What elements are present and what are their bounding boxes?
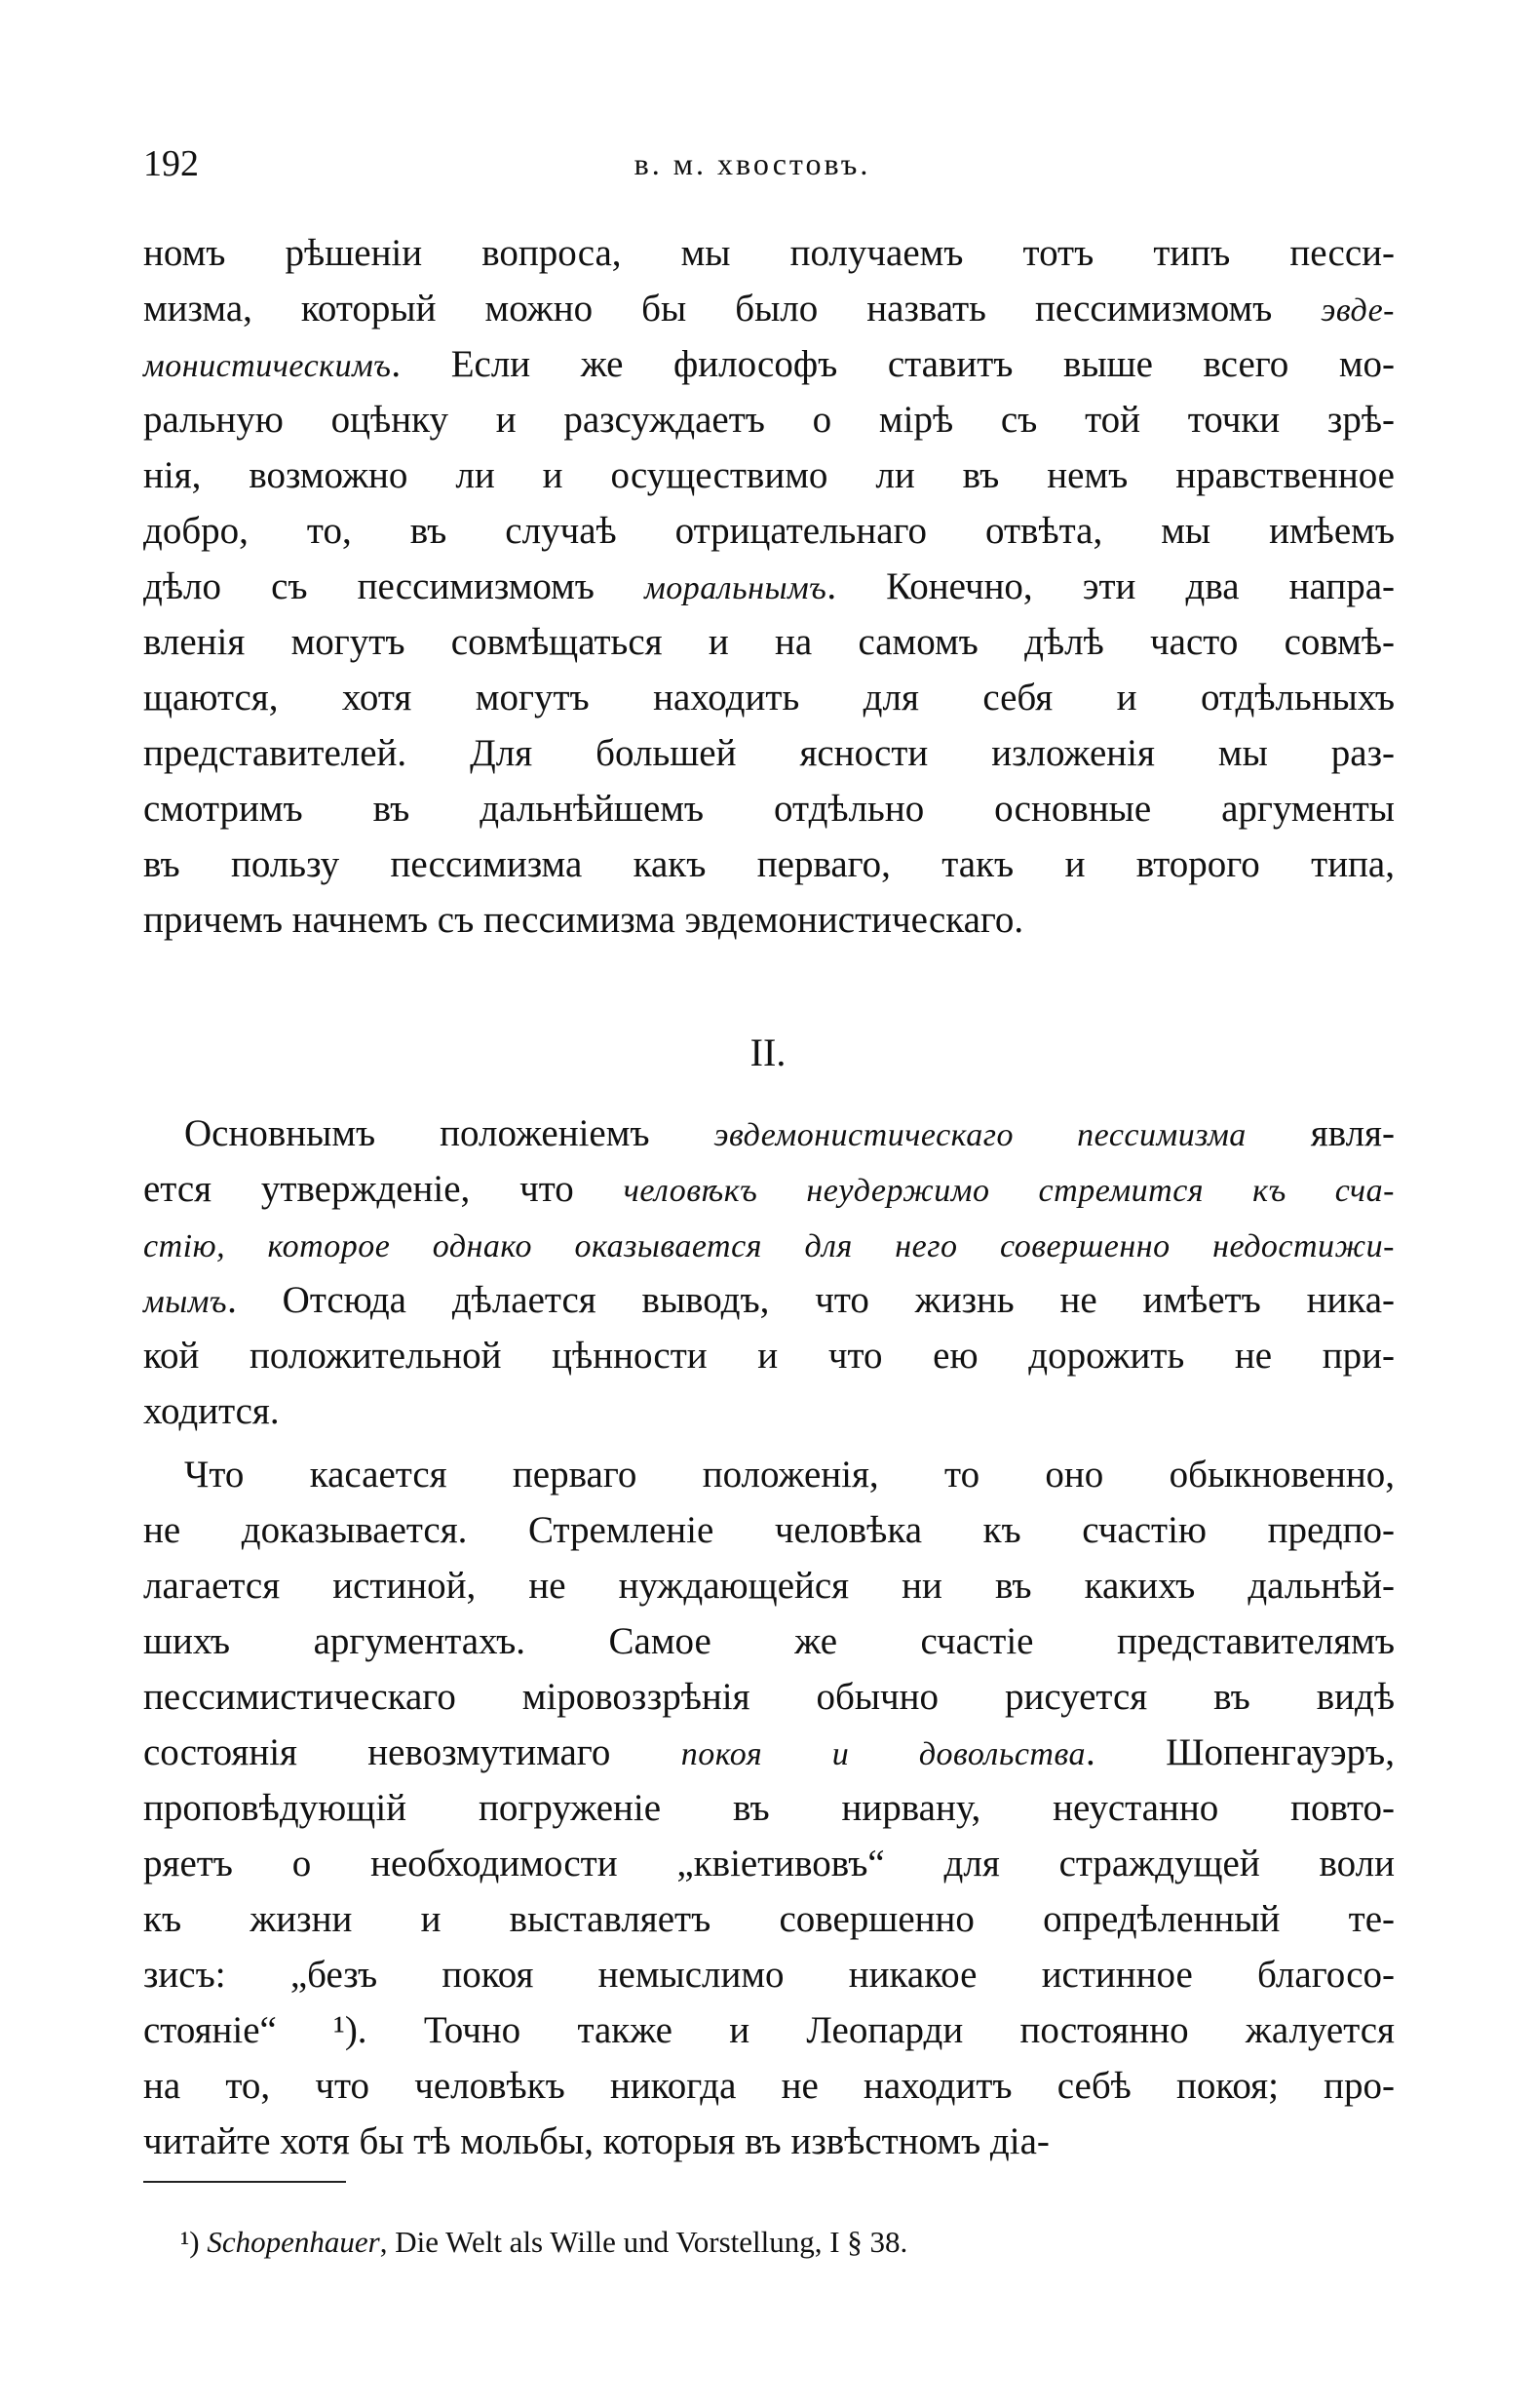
footnote-divider	[143, 2181, 346, 2183]
italic-text: эвдемонистическаго пессимизма	[713, 1117, 1247, 1153]
text-line	[143, 1217, 1395, 1272]
running-head: в. м. хвостовъ.	[634, 146, 871, 181]
footnote-text: , Die Welt als Wille und Vorstellung, I § 38.	[379, 2225, 908, 2259]
text-segment: лагается истиной, не нуждающейся ни въ какихъ дальнѣй-	[143, 1565, 1395, 1607]
text-line	[143, 614, 1395, 670]
text-line	[143, 1613, 1395, 1669]
text-line	[143, 503, 1395, 559]
text-segment: зисъ: „безъ покоя немыслимо никакое истинное благосо-	[143, 1954, 1395, 1996]
text-segment: смотримъ въ дальнѣйшемъ отдѣльно основные аргументы	[143, 788, 1395, 830]
text-segment: номъ рѣшеніи вопроса, мы получаемъ тотъ типъ песси-	[143, 232, 1395, 274]
text-line	[143, 670, 1395, 725]
text-line	[143, 1106, 1395, 1161]
text-line	[143, 2114, 1395, 2169]
text-line	[143, 1502, 1395, 1558]
text-segment: . Если же философъ ставитъ выше всего мо-	[391, 343, 1395, 385]
text-line	[143, 1725, 1395, 1780]
text-line	[143, 447, 1395, 503]
text-segment: . Шопенгауэръ,	[1086, 1731, 1395, 1773]
text-segment: ется утвержденіе, что	[143, 1168, 624, 1210]
italic-text: человѣкъ неудержимо стремится къ сча-	[623, 1173, 1395, 1209]
text-line	[143, 559, 1395, 614]
text-segment: стояніе“ ¹). Точно также и Леопарди постоянно жалуется	[143, 2009, 1395, 2051]
italic-text: мымъ	[143, 1284, 228, 1320]
text-segment: ральную оцѣнку и разсуждаетъ о мірѣ съ той точки зрѣ-	[143, 399, 1395, 441]
text-segment: пессимистическаго міровоззрѣнія обычно рисуется въ видѣ	[143, 1676, 1395, 1718]
text-segment: читайте хотя бы тѣ мольбы, которыя въ извѣстномъ діа-	[143, 2120, 1050, 2162]
text-segment: ходится.	[143, 1390, 280, 1432]
text-line	[143, 281, 1395, 336]
text-segment: причемъ начнемъ съ пессимизма эвдемонистическаго.	[143, 899, 1024, 941]
text-line	[143, 725, 1395, 781]
text-segment: нія, возможно ли и осуществимо ли въ немъ нравственное	[143, 454, 1395, 496]
paragraph	[143, 1447, 1395, 2169]
paragraph	[143, 1106, 1395, 1439]
text-segment: въ пользу пессимизма какъ перваго, такъ и второго типа,	[143, 843, 1395, 885]
text-segment: . Отсюда дѣлается выводъ, что жизнь не имѣетъ ника-	[227, 1279, 1395, 1321]
text-line	[143, 1383, 1395, 1439]
text-line	[143, 2002, 1395, 2058]
text-line	[143, 1947, 1395, 2002]
text-segment: мизма, который можно бы было назвать пессимизмомъ	[143, 288, 1322, 330]
text-segment: . Конечно, эти два напра-	[826, 565, 1396, 607]
text-line	[143, 1161, 1395, 1217]
text-line	[143, 1836, 1395, 1891]
text-line	[143, 781, 1395, 836]
italic-text: монистическимъ	[143, 348, 392, 384]
text-segment: щаются, хотя могутъ находить для себя и отдѣльныхъ	[143, 677, 1395, 719]
section-number: II.	[749, 1030, 787, 1074]
text-line	[143, 1447, 1395, 1502]
text-line	[143, 225, 1395, 281]
text-segment: представителей. Для большей ясности изложенія мы раз-	[143, 732, 1395, 774]
text-line	[143, 1669, 1395, 1725]
text-segment: Что касается перваго положенія, то оно обыкновенно,	[184, 1454, 1395, 1495]
text-line	[143, 392, 1395, 447]
page-number: 192	[143, 143, 199, 184]
italic-text: эвде-	[1321, 292, 1395, 329]
text-segment: шихъ аргументахъ. Самое же счастіе представителямъ	[143, 1620, 1395, 1662]
text-line	[143, 1891, 1395, 1947]
text-segment: Основнымъ положеніемъ	[184, 1112, 714, 1154]
text-line	[143, 836, 1395, 892]
footnote-marker: ¹)	[180, 2225, 208, 2259]
text-line	[143, 1780, 1395, 1836]
text-line	[143, 1272, 1395, 1328]
text-segment: на то, что человѣкъ никогда не находитъ себѣ покоя; про-	[143, 2065, 1395, 2107]
text-line	[143, 1328, 1395, 1383]
footnote-author: Schopenhauer	[207, 2225, 380, 2259]
italic-text: стію, которое однако оказывается для него совершенно недостижи-	[143, 1228, 1395, 1264]
text-segment: проповѣдующій погруженіе въ нирвану, неустанно повто-	[143, 1787, 1395, 1829]
text-segment: не доказывается. Стремленіе человѣка къ счастію предпо-	[143, 1509, 1395, 1551]
text-segment: кой положительной цѣнности и что ею дорожить не при-	[143, 1335, 1395, 1377]
text-segment: состоянія невозмутимаго	[143, 1731, 681, 1773]
text-segment: ряетъ о необходимости „квіетивовъ“ для страждущей воли	[143, 1843, 1395, 1884]
text-segment: къ жизни и выставляетъ совершенно опредѣленный те-	[143, 1898, 1395, 1940]
italic-text: покоя и довольства	[680, 1736, 1086, 1772]
italic-text: моральнымъ	[644, 570, 827, 606]
footnote	[180, 2225, 907, 2260]
text-segment: явля-	[1246, 1112, 1395, 1154]
text-segment: вленія могутъ совмѣщаться и на самомъ дѣлѣ часто совмѣ-	[143, 621, 1395, 663]
text-line	[143, 2058, 1395, 2114]
text-line	[143, 892, 1395, 948]
text-line	[143, 336, 1395, 392]
text-segment: добро, то, въ случаѣ отрицательнаго отвѣта, мы имѣемъ	[143, 510, 1395, 552]
text-segment: дѣло съ пессимизмомъ	[143, 565, 645, 607]
paragraph	[143, 225, 1395, 948]
text-line	[143, 1558, 1395, 1613]
